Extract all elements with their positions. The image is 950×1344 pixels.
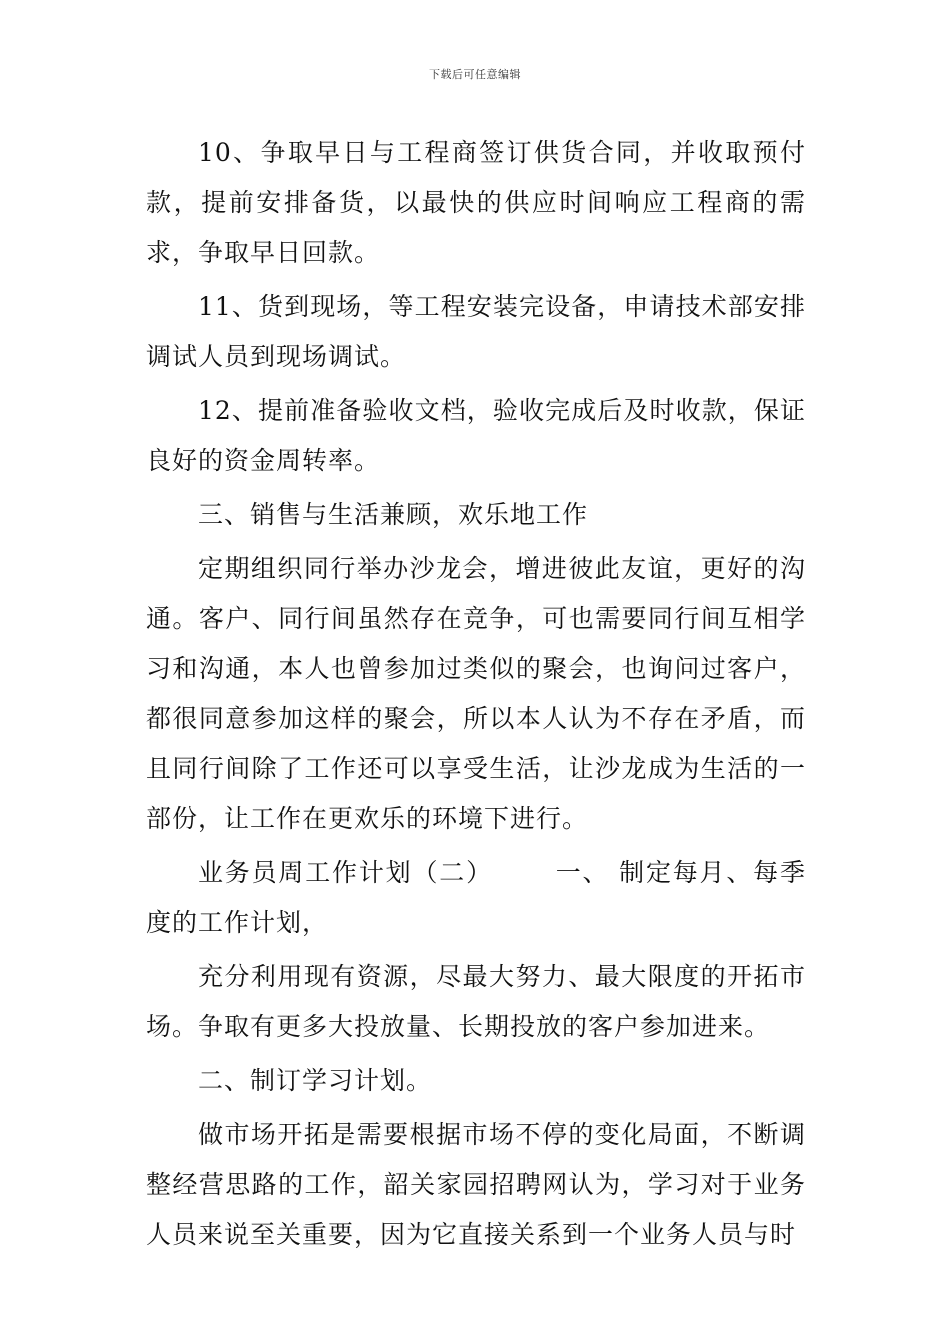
paragraph-item-11: 11、货到现场，等工程安装完设备，申请技术部安排调试人员到现场调试。: [146, 292, 806, 371]
section-heading-study: 二、制订学习计划。: [198, 1066, 433, 1095]
document-body: [146, 128, 806, 1264]
paragraph-study: 做市场开拓是需要根据市场不停的变化局面，不断调整经营思路的工作，韶关家园招聘网认为，学习对于业务人员来说至关重要，因为它直接关系到一个业务人员与时: [146, 1120, 806, 1249]
header-note: 下载后可任意编辑: [429, 68, 521, 81]
plan-title: 业务员周工作计划（二）: [198, 858, 493, 887]
paragraph-item-12: 12、提前准备验收文档，验收完成后及时收款，保证良好的资金周转率。: [146, 396, 806, 475]
section-heading-3: 三、销售与生活兼顾，欢乐地工作: [198, 500, 589, 529]
paragraph-item-10: 10、争取早日与工程商签订供货合同，并收取预付款，提前安排备货，以最快的供应时间响应工程商的需求，争取早日回款。: [146, 138, 806, 267]
plan-item-1: 一、 制定每月、每季度的工作计划，: [146, 858, 806, 937]
paragraph-salon: 定期组织同行举办沙龙会，增进彼此友谊，更好的沟通。客户、同行间虽然存在竞争，可也需要同行间互相学习和沟通，本人也曾参加过类似的聚会，也询问过客户，都很同意参加这样的聚会，所以本人认为不存在矛盾，而且同行间除了工作还可以享受生活，让沙龙成为生活的一部份，让工作在更欢乐的环境下进行。: [146, 554, 806, 833]
paragraph-resources: 充分利用现有资源，尽最大努力、最大限度的开拓市场。争取有更多大投放量、长期投放的客户参加进来。: [146, 962, 806, 1041]
paragraph-plan-title: [146, 848, 806, 948]
